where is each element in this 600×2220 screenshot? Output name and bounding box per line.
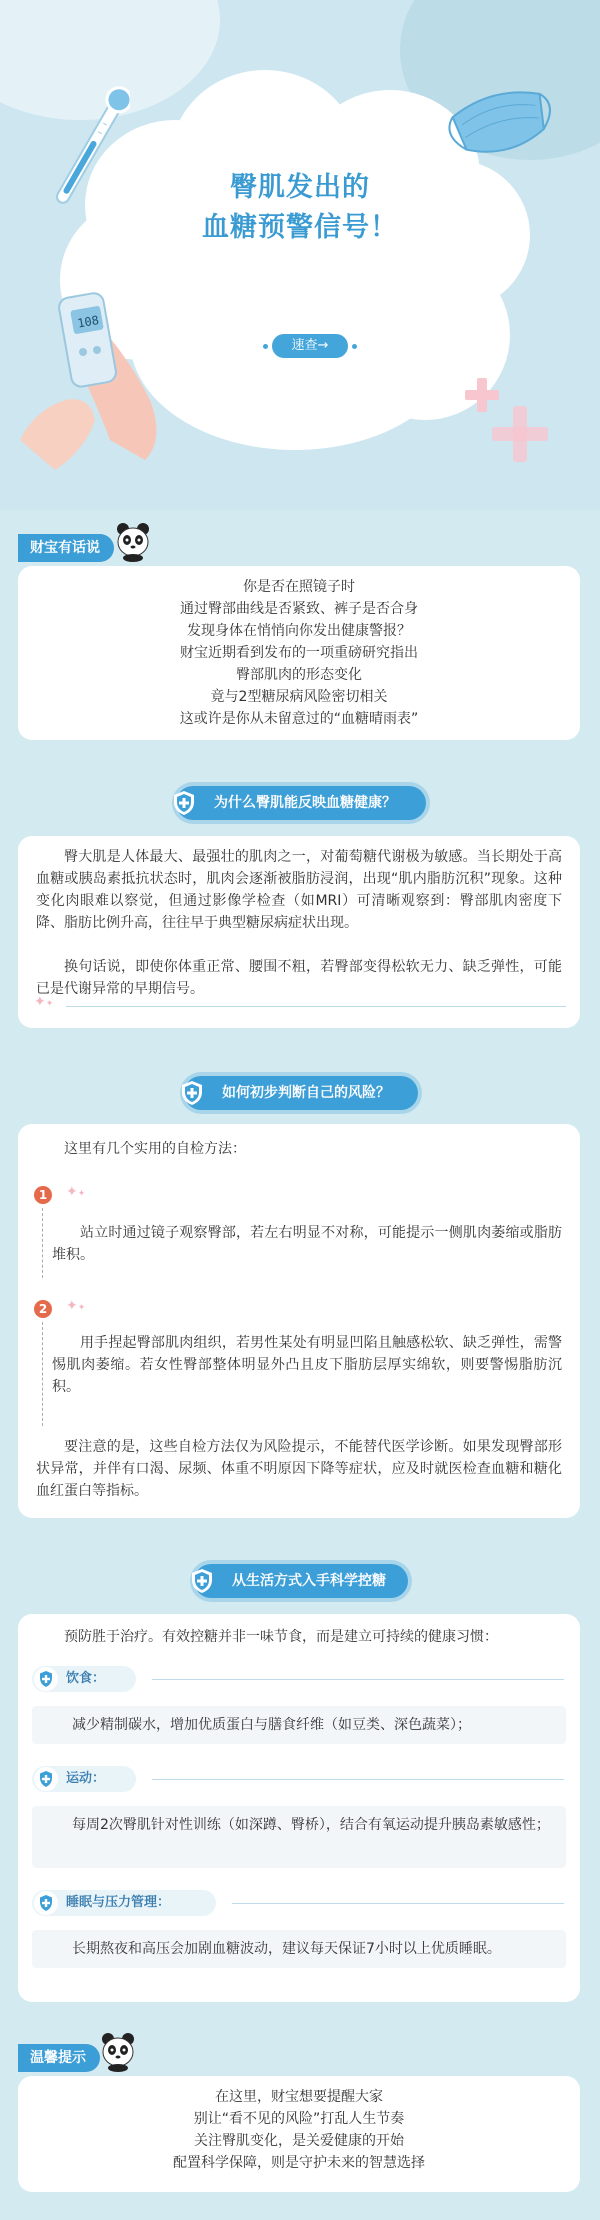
outro-line: 在这里，财宝想要提醒大家	[215, 2089, 383, 2105]
section1-card	[18, 836, 580, 1028]
intro-line: 发现身体在悄悄向你发出健康警报？	[187, 623, 411, 639]
divider	[152, 1679, 564, 1680]
section2-heading	[184, 1076, 418, 1110]
section2-note: 要注意的是，这些自检方法仅为风险提示，不能替代医学诊断。如果发现臀部形状异常，并伴有口渴、尿频、体重不明原因下降等症状，应及时就医检查血糖和糖化血红蛋白等指标。	[36, 1439, 562, 1499]
sparkle-icon: ✦✦	[34, 994, 54, 1010]
hero-banner	[0, 0, 600, 510]
shield-cross-icon	[190, 1568, 214, 1594]
divider	[152, 1779, 564, 1780]
dashed-guide	[42, 1322, 43, 1426]
outro-line: 别让“看不见的风险”打乱人生节奏	[193, 2111, 405, 2127]
section1-paragraph: 换句话说，即使你体重正常、腰围不粗，若臀部变得松软无力、缺乏弹性，可能已是代谢异常的早期信号。	[36, 959, 562, 997]
thermometer-icon	[30, 80, 130, 220]
shield-cross-icon	[180, 1080, 204, 1106]
exercise-box	[32, 1806, 566, 1868]
intro-line: 这或许是你从未留意过的“血糖晴雨表”	[179, 711, 419, 727]
sparkle-icon: ✦✦	[66, 1184, 86, 1200]
medical-mask-icon	[440, 70, 560, 170]
intro-line: 通过臀部曲线是否紧致、裤子是否合身	[180, 601, 418, 617]
shield-cross-icon	[34, 1767, 58, 1791]
outro-tag: 温馨提示	[18, 2044, 100, 2072]
sleep-stress-label-text: 睡眠与压力管理：	[66, 1895, 171, 1910]
divider	[66, 1006, 566, 1007]
svg-text:108: 108	[76, 313, 101, 331]
check-method-text: 用手捏起臀部肌肉组织，若男性某处有明显凹陷且触感松软、缺乏弹性，需警惕肌肉萎缩。若女性臀部整体明显外凸且皮下脂肪层厚实绵软，则要警惕脂肪沉积。	[52, 1335, 562, 1395]
intro-line: 竟与2型糖尿病风险密切相关	[210, 689, 388, 705]
section3-heading	[194, 1564, 408, 1598]
step-number: 1	[34, 1186, 52, 1204]
section1-paragraph: 臀大肌是人体最大、最强壮的肌肉之一，对葡萄糖代谢极为敏感。当长期处于高血糖或胰岛素抵抗状态时，肌肉会逐渐被脂肪浸润，出现“肌内脂肪沉积”现象。这种变化肉眼难以察觉，但通过影像学检查（如MRI）可清晰观察到：臀部肌肉密度下降、脂肪比例升高，往往早于典型糖尿病症状出现。	[36, 849, 562, 931]
intro-tag: 财宝有话说	[18, 534, 114, 562]
sleep-stress-text: 长期熬夜和高压会加剧血糖波动，建议每天保证7小时以上优质睡眠。	[72, 1941, 501, 1957]
intro-line: 臀部肌肉的形态变化	[236, 667, 362, 683]
shield-cross-icon	[34, 1891, 58, 1915]
hero-title-line2: 血糖预警信号！	[202, 212, 398, 243]
intro-line: 财宝近期看到发布的一项重磅研究指出	[180, 645, 418, 661]
diet-box	[32, 1706, 566, 1744]
hero-title	[150, 168, 450, 248]
intro-line: 你是否在照镜子时	[243, 579, 355, 595]
shield-cross-icon	[34, 1667, 58, 1691]
sparkle-icon: ✦✦	[66, 1298, 86, 1314]
glucose-meter-icon	[15, 290, 165, 480]
divider	[232, 1903, 564, 1904]
outro-text	[18, 2076, 580, 2174]
exercise-label-text: 运动：	[66, 1771, 106, 1786]
intro-card	[18, 566, 580, 740]
panda-icon	[98, 2030, 138, 2072]
diet-text: 减少精制碳水，增加优质蛋白与膳食纤维（如豆类、深色蔬菜）；	[72, 1717, 471, 1733]
diet-label-text: 饮食：	[66, 1671, 106, 1686]
outro-line: 关注臀肌变化，是关爱健康的开始	[194, 2133, 404, 2149]
section3-heading-text: 从生活方式入手科学控糖	[232, 1573, 386, 1589]
section2-lead: 这里有几个实用的自检方法：	[64, 1141, 246, 1157]
check-method-text: 站立时通过镜子观察臀部，若左右明显不对称，可能提示一侧肌肉萎缩或脂肪堆积。	[52, 1225, 562, 1263]
panda-icon	[113, 520, 153, 562]
section2-heading-text: 如何初步判断自己的风险？	[222, 1085, 390, 1101]
step-number: 2	[34, 1300, 52, 1318]
outro-line: 配置科学保障，则是守护未来的智慧选择	[173, 2155, 425, 2171]
section2-card	[18, 1124, 580, 1518]
plus-cross-icon	[465, 370, 555, 470]
section3-card	[18, 1614, 580, 2002]
exercise-text: 每周2次臀肌针对性训练（如深蹲、臀桥），结合有氧运动提升胰岛素敏感性；	[72, 1817, 550, 1833]
section1-heading-text: 为什么臀肌能反映血糖健康？	[214, 795, 396, 811]
sleep-stress-box	[32, 1930, 566, 1968]
section1-heading	[176, 786, 426, 820]
sleep-stress-label	[32, 1890, 216, 1916]
diet-label	[32, 1666, 136, 1692]
section3-lead: 预防胜于治疗。有效控糖并非一味节食，而是建立可持续的健康习惯：	[64, 1629, 498, 1645]
quick-check-button[interactable]: 速查→	[272, 334, 348, 358]
hero-title-line1: 臀肌发出的	[230, 172, 370, 203]
intro-text	[18, 566, 580, 730]
dashed-guide	[42, 1208, 43, 1278]
shield-cross-icon	[172, 790, 196, 816]
exercise-label	[32, 1766, 136, 1792]
outro-card	[18, 2076, 580, 2192]
